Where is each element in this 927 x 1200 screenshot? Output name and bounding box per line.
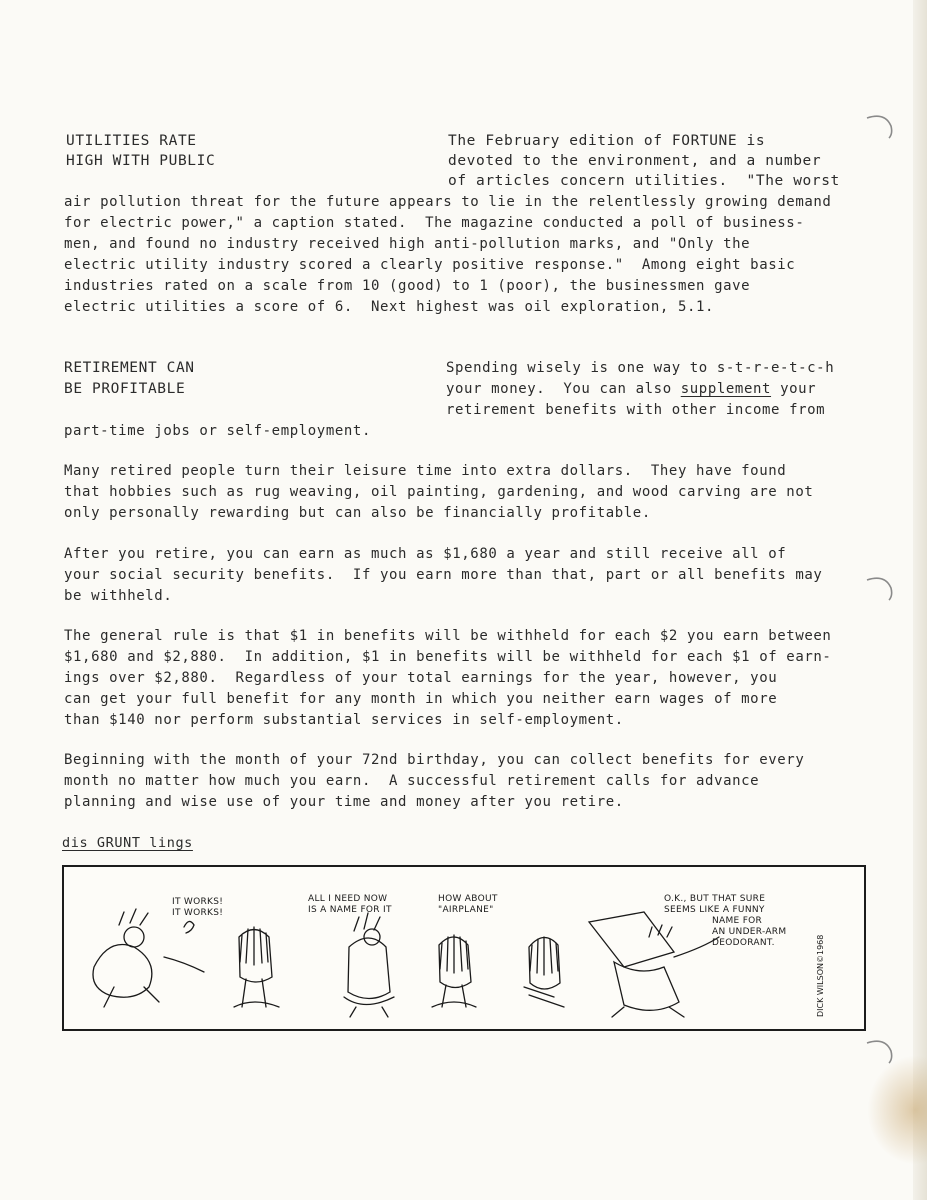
section2-heading-line2: BE PROFITABLE: [64, 381, 186, 397]
binder-hole-icon: [863, 110, 897, 144]
comic-figure-caveman: [234, 927, 279, 1007]
section2-col-line: retirement benefits with other income from: [446, 402, 826, 418]
paragraph-line: Many retired people turn their leisure time into extra dollars. They have found: [64, 463, 787, 479]
paragraph-line: $1,680 and $2,880. In addition, $1 in benefits will be withheld for each $1 of earn-: [64, 649, 832, 665]
section2-col-text: your money. You can also: [446, 381, 681, 397]
comic-figure-caveman: [524, 937, 564, 1007]
speech-bubble-4: [664, 894, 786, 949]
paper-stain: [867, 1055, 927, 1165]
section1-body-line: for electric power," a caption stated. The magazine conducted a poll of business-: [64, 215, 805, 231]
speech-line: ALL I NEED NOW: [308, 894, 388, 904]
paragraph-line: than $140 nor perform substantial services in self-employment.: [64, 712, 624, 728]
comic-title: dis GRUNT lings: [62, 835, 193, 851]
paragraph-line: that hobbies such as rug weaving, oil painting, gardening, and wood carving are not: [64, 484, 814, 500]
speech-line: "AIRPLANE": [438, 905, 494, 915]
section1-body-line: electric utility industry scored a clearly positive response." Among eight basic: [64, 257, 796, 273]
paper-edge: [913, 0, 927, 1200]
speech-line: IT WORKS!: [172, 908, 224, 918]
section2-continuation: part-time jobs or self-employment.: [64, 423, 371, 439]
paragraph-line: Beginning with the month of your 72nd birthday, you can collect benefits for every: [64, 752, 805, 768]
speech-line: IS A NAME FOR IT: [308, 905, 392, 915]
section2-heading-line1: RETIREMENT CAN: [64, 360, 195, 376]
comic-figure-excited: [93, 909, 204, 1007]
speech-bubble-1: [172, 897, 223, 919]
speech-line: IT WORKS!: [172, 897, 224, 907]
paragraph-line: your social security benefits. If you earn more than that, part or all benefits may: [64, 567, 823, 583]
paragraph-line: After you retire, you can earn as much as $1,680 a year and still receive all of: [64, 546, 787, 562]
section1-heading-line1: UTILITIES RATE: [66, 133, 197, 149]
comic-signature: DICK WILSON©1968: [816, 934, 825, 1017]
paragraph-line: only personally rewarding but can also be financially profitable.: [64, 505, 651, 521]
section1-body-line: industries rated on a scale from 10 (good) to 1 (poor), the businessmen gave: [64, 278, 751, 294]
paragraph-line: month no matter how much you earn. A successful retirement calls for advance: [64, 773, 760, 789]
section1-body-line: electric utilities a score of 6. Next highest was oil exploration, 5.1.: [64, 299, 715, 315]
section2-col-text: your: [771, 381, 817, 397]
section1-body-line: men, and found no industry received high anti-pollution marks, and "Only the: [64, 236, 751, 252]
section2-col-line: [446, 379, 816, 399]
speech-line: DEODORANT.: [712, 938, 775, 948]
speech-line: SEEMS LIKE A FUNNY: [664, 905, 765, 915]
comic-figure-caveman: [432, 935, 476, 1007]
section1-col-line: The February edition of FORTUNE is: [448, 133, 766, 149]
comic-strip: [62, 865, 866, 1031]
speech-bubble-2: [308, 894, 392, 916]
speech-line: AN UNDER-ARM: [712, 927, 787, 937]
section1-heading-line2: HIGH WITH PUBLIC: [66, 153, 216, 169]
binder-hole-icon: [863, 1035, 897, 1069]
comic-figure-thinker: [344, 913, 394, 1017]
binder-hole-icon: [863, 572, 897, 606]
paragraph-line: planning and wise use of your time and money after you retire.: [64, 794, 624, 810]
speech-line: HOW ABOUT: [438, 894, 498, 904]
paragraph-line: The general rule is that $1 in benefits will be withheld for each $2 you earn between: [64, 628, 832, 644]
section2-col-line: Spending wisely is one way to s-t-r-e-t-c-h: [446, 360, 835, 376]
speech-line: NAME FOR: [712, 916, 763, 926]
section1-col-line: of articles concern utilities. "The worst: [448, 173, 840, 189]
speech-line: O.K., BUT THAT SURE: [664, 894, 766, 904]
paragraph-line: ings over $2,880. Regardless of your total earnings for the year, however, you: [64, 670, 778, 686]
speech-bubble-3: [438, 894, 498, 916]
section1-col-line: devoted to the environment, and a number: [448, 153, 822, 169]
paragraph-line: be withheld.: [64, 588, 173, 604]
section1-body-line: air pollution threat for the future appears to lie in the relentlessly growing demand: [64, 194, 832, 210]
supplement-underlined-word: supplement: [680, 381, 772, 397]
paragraph-line: can get your full benefit for any month in which you neither earn wages of more: [64, 691, 778, 707]
